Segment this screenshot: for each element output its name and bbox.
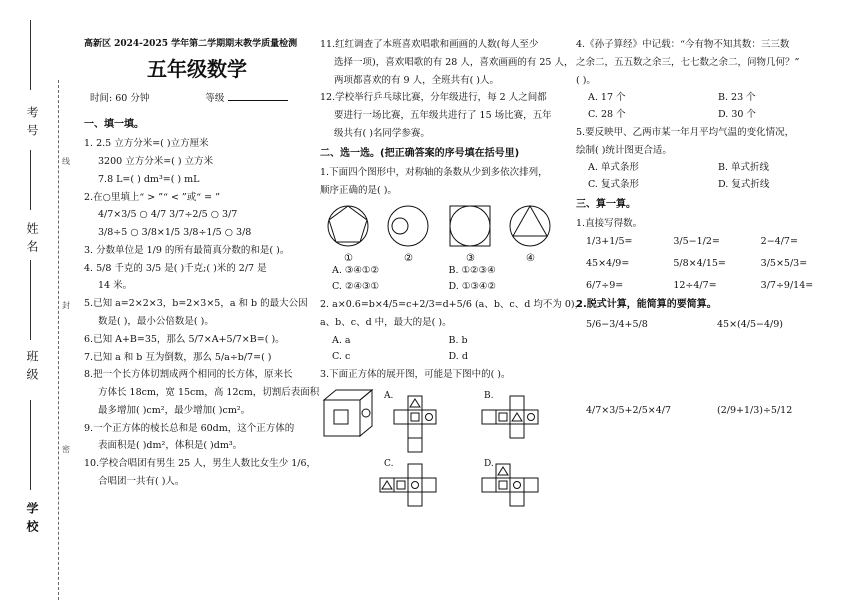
- column-1: [84, 38, 320, 493]
- q11-line: 两项都喜欢的有 9 人，全班共有( )人。: [334, 74, 500, 86]
- option-a[interactable]: A. ③④①②: [332, 264, 379, 276]
- q1-line: 顺序正确的是( )。: [320, 184, 397, 196]
- option-b[interactable]: B. 23 个: [718, 92, 756, 104]
- option-a[interactable]: A. a: [332, 334, 351, 346]
- net-a-label: A.: [384, 390, 394, 401]
- q11-line: 选择一项)，喜欢唱歌的有 28 人，喜欢画画的有 25 人，: [334, 56, 574, 68]
- grade-field[interactable]: [205, 92, 288, 106]
- q5-options: [576, 161, 848, 192]
- direct-calc-item: 6/7÷9=: [586, 279, 624, 291]
- section2-heading: 二、选一选。(把正确答案的序号填在括号里): [320, 147, 520, 159]
- s1-line: 2.在○里填上“ > ”“ < ”或“ = ”: [84, 191, 220, 203]
- binding-margin: [0, 0, 80, 608]
- option-c[interactable]: C. 28 个: [588, 109, 626, 121]
- option-d[interactable]: D. 复式折线: [718, 179, 770, 191]
- grade-label: 等级: [205, 93, 225, 105]
- direct-calc-item: 12÷4/7=: [673, 279, 717, 291]
- q12-line: 要进行一场比赛，五年级共进行了 15 场比赛，五年: [334, 110, 552, 122]
- direct-calc-item: 1/3+1/5=: [586, 236, 633, 248]
- q1-line: 1.下面四个图形中，对称轴的条数从少到多依次排列，: [320, 167, 548, 179]
- s1-line: 方体长 18cm，宽 15cm，高 12cm，切割后表面积: [98, 387, 320, 399]
- direct-calc-item: 5/8×4/15=: [673, 257, 726, 269]
- label-exam-number: 考号: [25, 106, 39, 142]
- stepwise-calc-item: 5/6−3/4+5/8: [586, 318, 648, 330]
- q5-line: 绘制( )统计图更合适。: [576, 144, 672, 156]
- option-a[interactable]: A. 17 个: [588, 92, 626, 104]
- stepwise-calc-title: 2.脱式计算，能简算的要简算。: [576, 299, 717, 311]
- direct-calc-grid: [576, 235, 848, 292]
- q4-line: ( )。: [576, 74, 596, 86]
- direct-calc-item: 3/7÷9/14=: [760, 279, 814, 291]
- exam-title: 高新区 2024-2025 学年第二学期期末教学质量检测: [84, 39, 298, 49]
- label-class: 班级: [25, 350, 39, 386]
- seal-dashed-line: [58, 80, 59, 600]
- s1-line: 4/7×3/5 ○ 4/7 3/7÷2/5 ○ 3/7: [98, 209, 238, 221]
- s1-line: 3200 立方分米=( ) 立方米: [98, 156, 214, 168]
- q2-line: 2. a×0.6=b×4/5=c+2/3=d+5/6 (a、b、c、d 均不为 0)，: [320, 299, 585, 311]
- q1-options: [320, 264, 565, 295]
- net-b: [482, 391, 538, 438]
- option-d[interactable]: D. 30 个: [718, 109, 756, 121]
- q1-shapes: [320, 202, 560, 264]
- option-d[interactable]: D. ①③④②: [448, 281, 496, 293]
- stepwise-calc-item: 4/7×3/5+2/5×4/7: [586, 404, 672, 416]
- section3-heading: 三、算一算。: [576, 198, 636, 210]
- option-c[interactable]: C. 复式条形: [588, 179, 639, 191]
- label-school: 学校: [25, 502, 39, 538]
- stepwise-calc-item: 45×(4/5−4/9): [717, 318, 783, 330]
- s1-line: 3. 分数单位是 1/9 的所有最简真分数的和是( )。: [84, 244, 290, 256]
- shape-circle-triangle: [510, 206, 550, 246]
- s1-line: 14 米。: [98, 280, 133, 292]
- q3-line: 3.下面正方体的展开图，可能是下图中的( )。: [320, 369, 511, 381]
- label-name: 姓名: [25, 222, 39, 258]
- s1-line: 表面积是( )dm²，体积是( )dm³。: [98, 440, 243, 452]
- s1-line: 1. 2.5 立方分米=( )立方厘米: [84, 138, 209, 150]
- q4-options: [576, 91, 848, 122]
- exam-meta: [90, 92, 310, 106]
- s1-line: 合唱团一共有( )人。: [98, 475, 185, 487]
- direct-calc-item: 3/5−1/2=: [673, 236, 720, 248]
- shape-label: ④: [526, 252, 535, 264]
- cube-3d: [324, 390, 372, 436]
- s1-line: 7.8 L=( ) dm³=( ) mL: [98, 173, 200, 185]
- column-2: [320, 38, 585, 514]
- s1-line: 10.学校合唱团有男生 25 人，男生人数比女生少 1/6，: [84, 458, 317, 470]
- direct-calc-item: 45×4/9=: [586, 257, 630, 269]
- q12-line: 级共有( )名同学参赛。: [334, 127, 430, 139]
- direct-calc-item: 3/5×5/3=: [760, 257, 808, 269]
- q2-options: [320, 334, 565, 365]
- s1-line: 9.一个正方体的棱长总和是 60dm，这个正方体的: [84, 422, 295, 434]
- s1-line: 7.已知 a 和 b 互为倒数，那么 5/a÷b/7=( ): [84, 351, 272, 363]
- exam-number-line: [30, 20, 31, 90]
- option-a[interactable]: A. 单式条形: [588, 162, 639, 174]
- shape-label: ②: [404, 252, 413, 264]
- s1-line: 6.已知 A+B=35，那么 5/7×A+5/7×B=( )。: [84, 333, 285, 345]
- net-b-label: B.: [484, 390, 494, 401]
- shape-label: ③: [466, 252, 475, 264]
- option-b[interactable]: B. b: [448, 334, 468, 346]
- q5-line: 5.要反映甲、乙两市某一年月平均气温的变化情况，: [576, 126, 795, 138]
- shape-two-circles: [388, 206, 428, 246]
- net-c-label: C.: [384, 458, 394, 469]
- net-d-label: D.: [484, 458, 494, 469]
- direct-calc-item: 2−4/7=: [760, 236, 798, 248]
- q2-line: a、b、c、d 中，最大的是( )。: [320, 316, 452, 328]
- option-b[interactable]: B. ①②③④: [448, 264, 496, 276]
- s1-line: 5.已知 a=2×2×3，b=2×3×5，a 和 b 的最大公因: [84, 298, 308, 310]
- school-line: [30, 400, 31, 490]
- q4-line: 4.《孙子算经》中记载：“今有物不知其数：三三数: [576, 39, 790, 50]
- seal-char-mi: 密: [62, 445, 70, 454]
- net-d: [482, 459, 538, 506]
- grade-blank[interactable]: [228, 100, 288, 101]
- section1-heading: 一、填一填。: [84, 118, 144, 130]
- shape-square-circle: [450, 206, 490, 246]
- net-a: [383, 391, 436, 452]
- column-3: [576, 38, 848, 417]
- q4-line: 之余二，五五数之余三，七七数之余二，问物几何？”: [576, 56, 800, 68]
- shape-circle-pentagon: [328, 206, 368, 246]
- subject-title: 五年级数学: [147, 57, 247, 82]
- s1-line: 数是( )，最小公倍数是( )。: [98, 315, 214, 327]
- option-b[interactable]: B. 单式折线: [718, 162, 770, 174]
- s1-line: 最多增加( )cm²，最少增加( )cm²。: [98, 404, 251, 416]
- stepwise-calc-grid: [576, 318, 848, 418]
- option-d[interactable]: D. d: [448, 351, 468, 363]
- option-c[interactable]: C. ②④③①: [332, 281, 380, 293]
- q11-line: 11.红红调查了本班喜欢唱歌和画画的人数(每人至少: [320, 39, 539, 50]
- q3-cube-nets: [320, 386, 565, 514]
- seal-char-feng: 封: [62, 301, 70, 310]
- time-label: 时间: 60 分钟: [90, 93, 150, 105]
- net-c: [380, 459, 436, 506]
- name-line: [30, 150, 31, 210]
- s1-line: 8.把一个长方体切割成两个相同的长方体，原来长: [84, 369, 293, 381]
- shape-label: ①: [344, 252, 353, 264]
- s1-line: 3/8÷5 ○ 3/8×1/5 3/8÷1/5 ○ 3/8: [98, 227, 252, 239]
- option-c[interactable]: C. c: [332, 351, 351, 363]
- stepwise-calc-item: (2/9+1/3)÷5/12: [717, 404, 793, 416]
- seal-char-xian: 线: [62, 157, 70, 166]
- class-line: [30, 260, 31, 340]
- q12-line: 12.学校举行乒乓球比赛，分年级进行，每 2 人之间都: [320, 92, 547, 104]
- direct-calc-title: 1.直接写得数。: [576, 218, 643, 230]
- s1-line: 4. 5/8 千克的 3/5 是( )千克;( )米的 2/7 是: [84, 262, 267, 274]
